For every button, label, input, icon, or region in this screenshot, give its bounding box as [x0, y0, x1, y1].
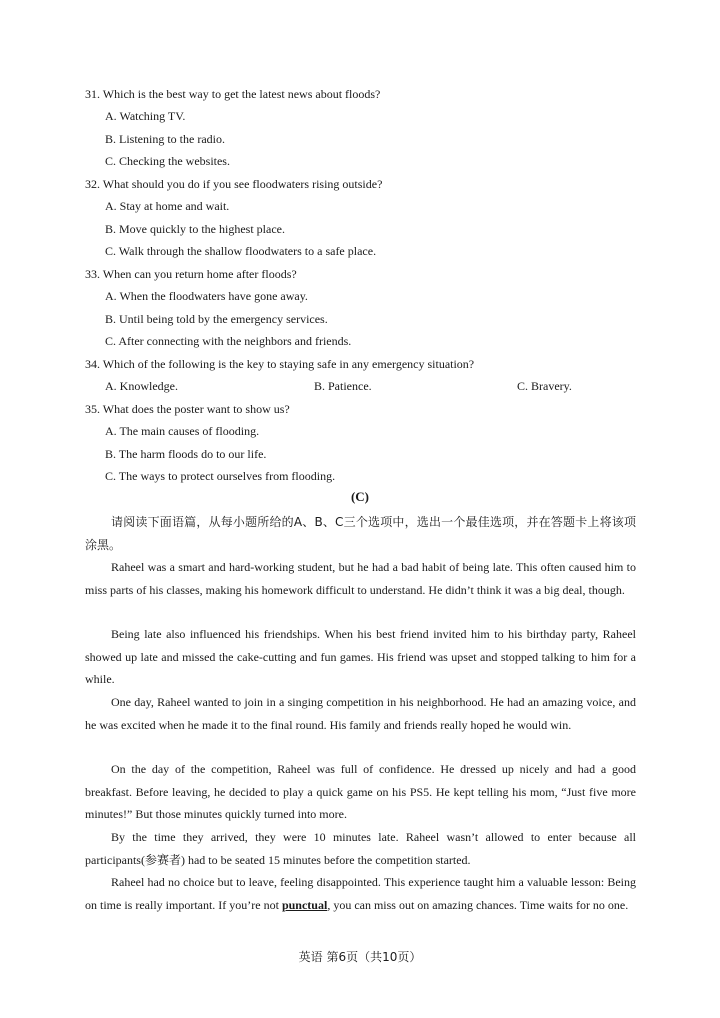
passage-paragraph: Being late also influenced his friendships. When his best friend invited him to his birthday party, Raheel showed up late and missed the cake-cutting and fun games. His friend was upset and stopped talking to him for a while.: [85, 627, 636, 686]
last-paragraph-before: Raheel had no choice but to leave, feeling disappointed. This experience taught him a valuable lesson: Being on time is really important. If you’re not: [85, 875, 636, 912]
question-31-stem: 31. Which is the best way to get the latest news about floods?: [85, 87, 381, 101]
question-32-option-b: B. Move quickly to the highest place.: [105, 222, 285, 236]
question-31-option-c: C. Checking the websites.: [105, 154, 230, 168]
question-33-option-b: B. Until being told by the emergency services.: [105, 312, 328, 326]
passage-paragraph-last: [85, 871, 636, 916]
question-34-stem: 34. Which of the following is the key to staying safe in any emergency situation?: [85, 357, 475, 371]
question-32-option-a: A. Stay at home and wait.: [105, 199, 230, 213]
question-34-option-a: A. Knowledge.: [105, 379, 178, 393]
question-33-option-a: A. When the floodwaters have gone away.: [105, 289, 308, 303]
instruction-text: 请阅读下面语篇，从每小题所给的A、B、C三个选项中，选出一个最佳选项，并在答题卡上将该项涂黑。: [85, 515, 636, 552]
question-31-option-a: A. Watching TV.: [105, 109, 186, 123]
underlined-word: punctual: [281, 897, 328, 912]
question-35-option-a: A. The main causes of flooding.: [105, 424, 260, 438]
question-33-stem: 33. When can you return home after floods?: [85, 267, 297, 281]
question-34-option-c: C. Bravery.: [517, 379, 572, 393]
question-35-option-c: C. The ways to protect ourselves from flooding.: [105, 469, 336, 483]
question-31-option-b: B. Listening to the radio.: [105, 132, 225, 146]
question-35-stem: 35. What does the poster want to show us?: [85, 402, 290, 416]
question-34-option-b: B. Patience.: [314, 379, 372, 393]
question-32-option-c: C. Walk through the shallow floodwaters to a safe place.: [105, 244, 377, 258]
passage-paragraph: One day, Raheel wanted to join in a singing competition in his neighborhood. He had an amazing voice, and he was excited when he made it to the final round. His family and friends really hoped he would win.: [85, 695, 636, 732]
page-footer: 英语 第6页（共10页）: [298, 950, 422, 964]
question-35-option-b: B. The harm floods do to our life.: [105, 447, 267, 461]
passage-paragraph: On the day of the competition, Raheel was full of confidence. He dressed up nicely and had a good breakfast. Before leaving, he decided to play a quick game on his PS5. He kept telling his mom, “Just five more minutes!” But those minutes quickly turned into more.: [85, 762, 636, 821]
question-32-stem: 32. What should you do if you see floodwaters rising outside?: [85, 177, 383, 191]
last-paragraph-after: , you can miss out on amazing chances. Time waits for no one.: [327, 897, 629, 912]
passage-paragraph: By the time they arrived, they were 10 minutes late. Raheel wasn’t allowed to enter because all participants(参赛者) had to be seated 15 minutes before the competition started.: [85, 830, 636, 867]
section-title: (C): [350, 489, 370, 504]
passage-paragraph: Raheel was a smart and hard-working student, but he had a bad habit of being late. This often caused him to miss parts of his classes, making his homework difficult to understand. He didn’t think it was a big deal, though.: [85, 560, 636, 597]
question-33-option-c: C. After connecting with the neighbors and friends.: [105, 334, 352, 348]
